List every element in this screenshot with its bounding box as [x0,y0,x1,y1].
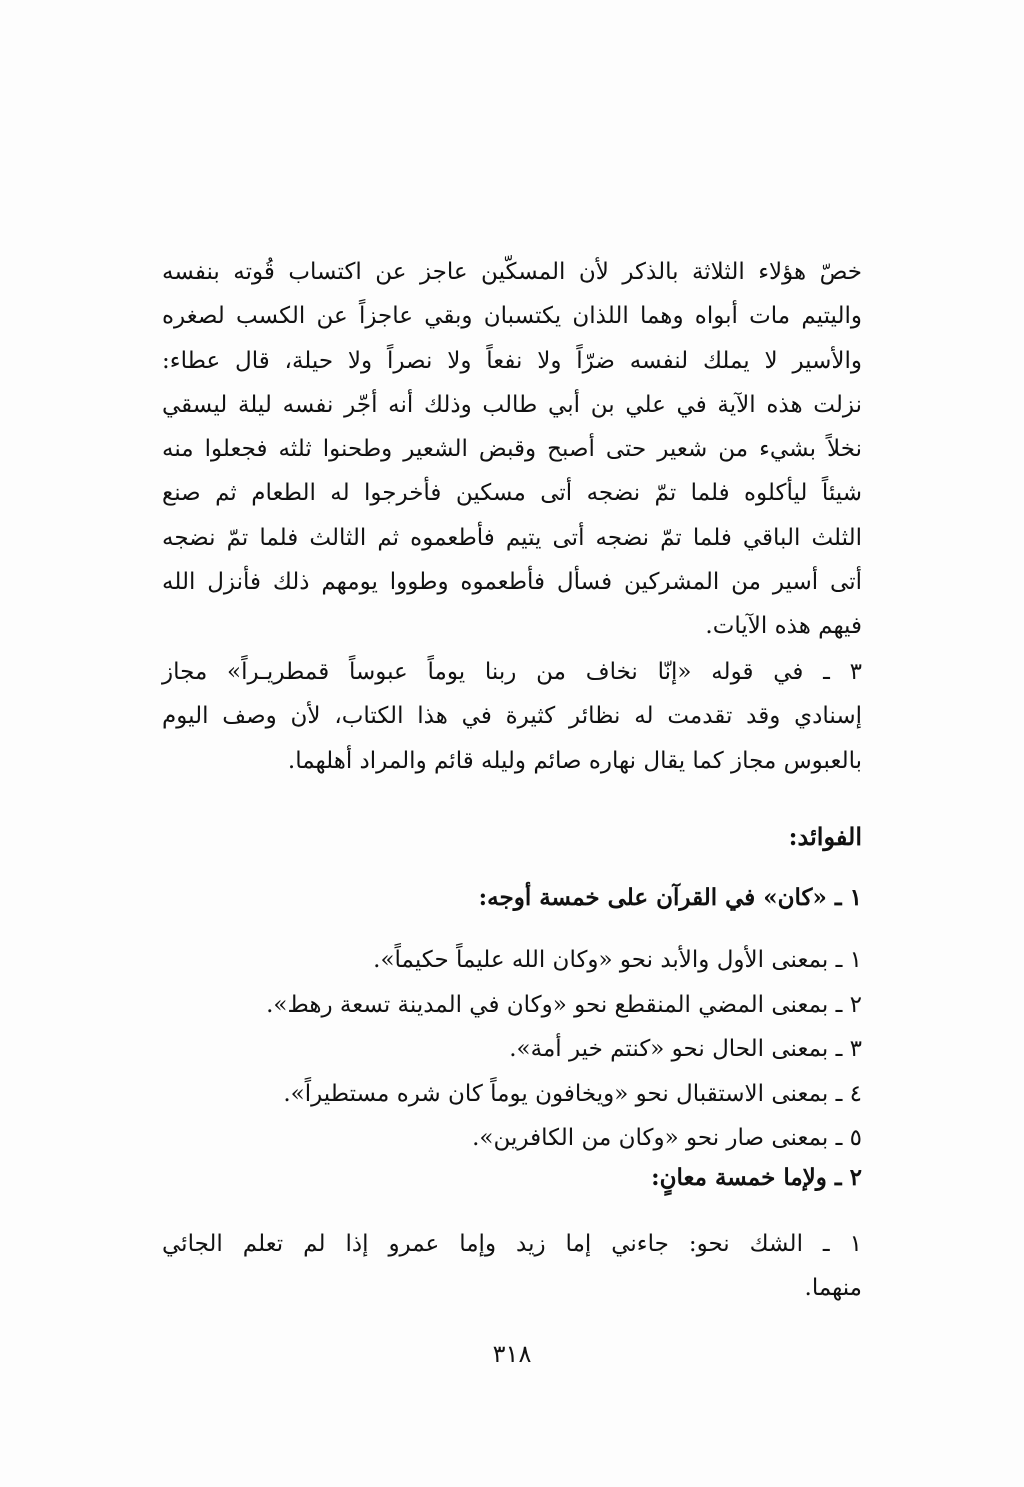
text-line: إسنادي وقد تقدمت له نظائر كثيرة في هذا الكتاب، لأن وصف اليوم [162,703,862,730]
text-line: والأسير لا يملك لنفسه ضرّاً ولا نفعاً ولا نصراً ولا حيلة، قال عطاء: [162,347,862,374]
paragraph-explanation [162,250,862,649]
list-item: ٤ ـ بمعنى الاستقبال نحو «ويخافون يوماً كان شره مستطيراً». [283,1080,862,1107]
text-line: واليتيم مات أبواه وهما اللذان يكتسبان وبقي عاجزاً عن الكسب لصغره [162,303,862,330]
kana-meanings-list [162,938,862,1161]
text-line: خصّ هؤلاء الثلاثة بالذكر لأن المسكّين عاجز عن اكتساب قُوته بنفسه [162,259,862,285]
imma-meaning-doubt [162,1222,862,1311]
text-line: نخلاً بشيء من شعير حتى أصبح وقبض الشعير وطحنوا ثلثه فجعلوا منه [162,436,862,463]
text-line: بالعبوس مجاز كما يقال نهاره صائم وليله قائم والمراد أهلهما. [287,747,862,774]
text-line: شيئاً ليأكلوه فلما تمّ نضجه أتى مسكين فأخرجوا له الطعام ثم صنع [162,480,862,507]
fawaid-item-imma-title: ٢ ـ ولإما خمسة معانٍ: [651,1164,862,1191]
section-heading-fawaid: الفوائد: [788,822,862,851]
text-line: منهما. [804,1275,862,1302]
text-line: الثلث الباقي فلما تمّ نضجه أتى يتيم فأطعموه ثم الثالث فلما تمّ نضجه [162,524,862,551]
list-item: ٣ ـ بمعنى الحال نحو «كنتم خير أمة». [509,1036,862,1062]
paragraph-balagha [162,650,862,783]
text-line: ٣ ـ في قوله «إنّا نخاف من ربنا يوماً عبوساً قمطريـراً» مجاز [162,659,862,685]
list-item: ١ ـ بمعنى الأول والأبد نحو «وكان الله عليماً حكيماً». [373,947,862,973]
list-item: ٥ ـ بمعنى صار نحو «وكان من الكافرين». [472,1125,862,1151]
text-line: فيهم هذه الآيات. [705,613,862,640]
list-item: ٢ ـ بمعنى المضي المنقطع نحو «وكان في المدينة تسعة رهط». [266,991,862,1018]
fawaid-item-kana-title: ١ ـ «كان» في القرآن على خمسة أوجه: [478,884,862,911]
text-line: ١ ـ الشك نحو: جاءني إما زيد وإما عمرو إذا لم تعلم الجائي [162,1231,862,1257]
text-line: نزلت هذه الآية في علي بن أبي طالب وذلك أنه أجّر نفسه ليلة ليسقي [162,391,862,418]
text-line: أتى أسير من المشركين فسأل فأطعموه وطووا يومهم ذلك فأنزل الله [162,569,862,596]
page-number: ٣١٨ [492,1340,532,1368]
